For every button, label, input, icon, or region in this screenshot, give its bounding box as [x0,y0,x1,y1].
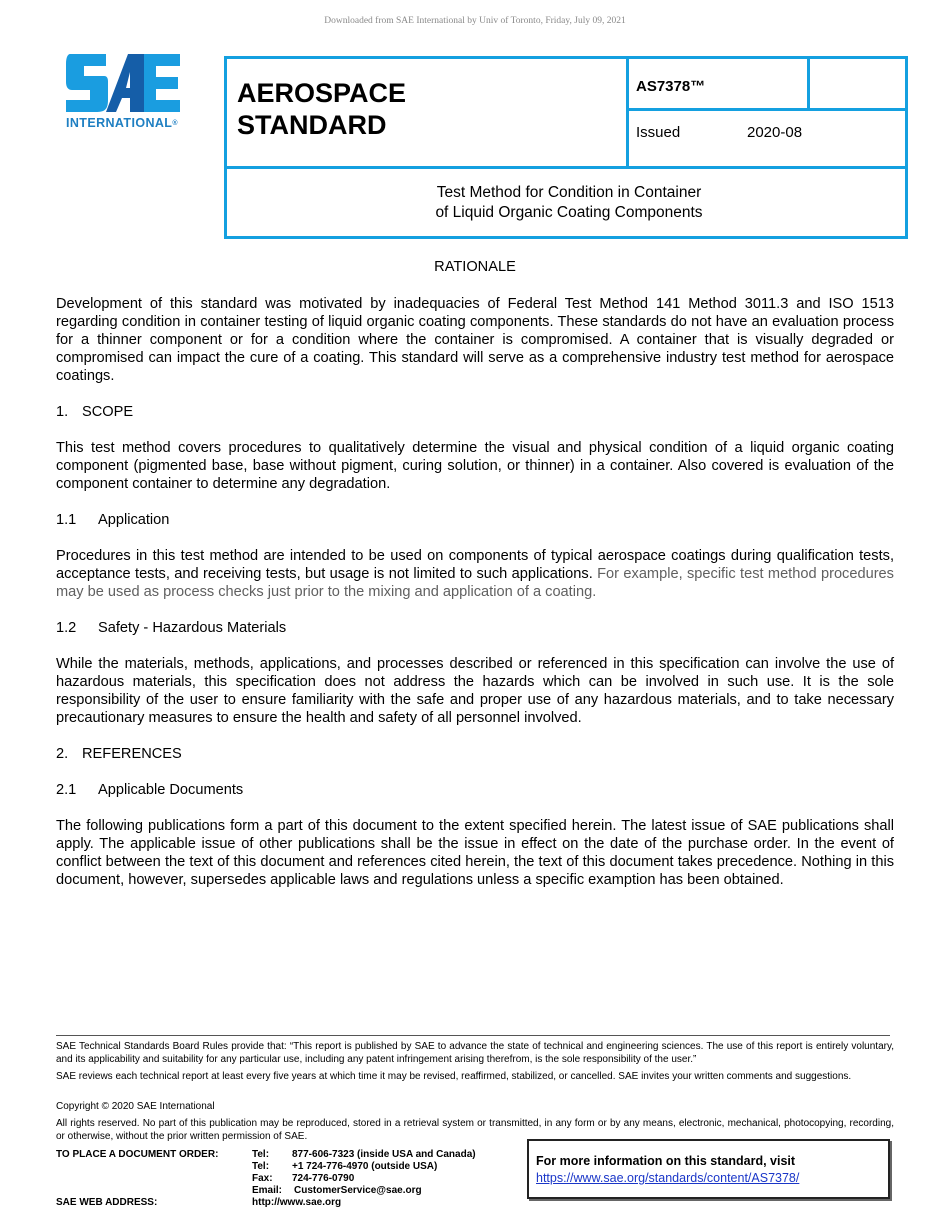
order-label: TO PLACE A DOCUMENT ORDER: [56,1149,219,1160]
board-rules-text: SAE Technical Standards Board Rules provide that: “This report is published by SAE to advance the state of technical and engineering sciences. The use of this report is entirely voluntary, and its applicability and suitability for any particular use, including any patent infringement arising therefrom, is the sole responsibility of the user.” [56,1041,894,1065]
issued-label: Issued [636,124,681,141]
rationale-heading: RATIONALE [434,259,516,275]
contact-key: Email: [252,1185,283,1196]
section-title: Safety - Hazardous Materials [98,620,287,636]
document-type-line: AEROSPACE [237,78,407,108]
issued-date: 2020-08 [747,124,803,141]
review-note-text: SAE reviews each technical report at least every five years at which time it may be revised, reaffirmed, stabilized, or cancelled. SAE invites your written comments and suggestions. [56,1071,852,1082]
footer-divider [56,1035,890,1036]
web-address-link[interactable]: http://www.sae.org [252,1197,342,1208]
section-number: 1.2 [56,620,77,636]
contact-phone[interactable]: +1 724-776-4970 (outside USA) [292,1161,438,1172]
document-type [237,77,406,141]
safety-paragraph: While the materials, methods, applications, and processes described or referenced in this specification can involve the use of hazardous materials, this specification does not address the hazards which can be involved in such use. It is the sole responsibility of the user to ensure familiarity with the safe and proper use of any hazardous materials, and to take necessary precautionary measures to ensure the health and safety of all personnel involved. [56,656,894,726]
rights-text: All rights reserved. No part of this publication may be reproduced, stored in a retrieval system or transmitted, in any form or by any means, electronic, mechanical, photocopying, recording, or otherwise, without the prior written permission of SAE. [56,1118,894,1142]
section-heading-applicable-documents [56,781,894,799]
document-number: AS7378™ [636,78,706,95]
document-title-line: of Liquid Organic Coating Components [435,204,703,221]
section-heading-safety [56,619,894,637]
contact-phone[interactable]: 877-606-7323 (inside USA and Canada) [292,1149,476,1160]
section-title: Applicable Documents [98,782,244,798]
document-body [56,258,894,889]
download-watermark: Downloaded from SAE International by Univ of Toronto, Friday, July 09, 2021 [324,16,626,26]
registered-mark: ® [172,120,178,128]
section-number: 1. [56,404,69,420]
rationale-paragraph: Development of this standard was motivated by inadequacies of Federal Test Method 141 Method 3011.3 and ISO 1513 regarding condition in container testing of liquid organic coating components. These standards do not have an evaluation process for a thinner component or for a condition where the container is compromised. A container that is visually degraded or compromised can impact the cure of a coating. This standard will serve as a comprehensive industry test method for aerospace coatings. [56,296,894,384]
section-number: 2. [56,746,69,762]
section-title: SCOPE [82,404,134,420]
contact-fax: 724-776-0790 [292,1173,355,1184]
application-text: Procedures in this test method are intended to be used on components of typical aerospace coatings during qualification tests, acceptance tests, and receiving tests, but usage is not limited to such applications. [56,548,894,582]
logo-wordmark [66,116,178,130]
web-label: SAE WEB ADDRESS: [56,1197,158,1208]
document-type-line: STANDARD [237,110,387,140]
contact-email[interactable]: CustomerService@sae.org [294,1185,422,1196]
sae-logo-mark-icon [66,54,182,112]
scope-paragraph: This test method covers procedures to qualitatively determine the visual and physical condition of a liquid organic coating component (pigmented base, base without pigment, curing solution, or thinner) in a container. Also covered is evaluation of the component container to determine any degradation. [56,440,894,492]
section-title: REFERENCES [82,746,182,762]
standard-link[interactable]: https://www.sae.org/standards/content/AS7378/ [536,1171,800,1185]
header-divider [227,166,905,169]
section-heading-application [56,511,894,529]
section-title: Application [98,512,170,528]
applicable-documents-paragraph: The following publications form a part of this document to the extent specified herein. The latest issue of SAE publications shall apply. The applicable issue of other publications shall be the issue in effect on the date of the purchase order. In the event of conflict between the text of this document and references cited herein, the text of this document takes precedence. Nothing in this document, however, supersedes applicable laws and regulations unless a specific examption has been obtained. [56,818,894,888]
document-title-line: Test Method for Condition in Container [436,184,702,201]
logo-wordmark-text: INTERNATIONAL [66,116,173,130]
more-info-box [527,1139,890,1199]
header-divider [807,59,810,111]
contact-key: Tel: [252,1149,270,1160]
document-title [227,183,911,223]
application-paragraph [56,547,894,601]
contact-key: Tel: [252,1161,270,1172]
section-number: 2.1 [56,782,77,798]
header-table [224,56,908,239]
header-divider [626,108,908,111]
copyright-text: Copyright © 2020 SAE International [56,1101,215,1112]
sae-logo [66,54,191,134]
section-heading-references [56,745,894,763]
more-info-title: For more information on this standard, visit [536,1154,796,1168]
contact-key: Fax: [252,1173,273,1184]
section-heading-scope [56,403,894,421]
section-number: 1.1 [56,512,77,528]
application-example-text: For example, specific test method procedures may be used as process checks just prior to the mixing and application of a coating. [56,566,894,600]
header-divider [626,59,629,167]
